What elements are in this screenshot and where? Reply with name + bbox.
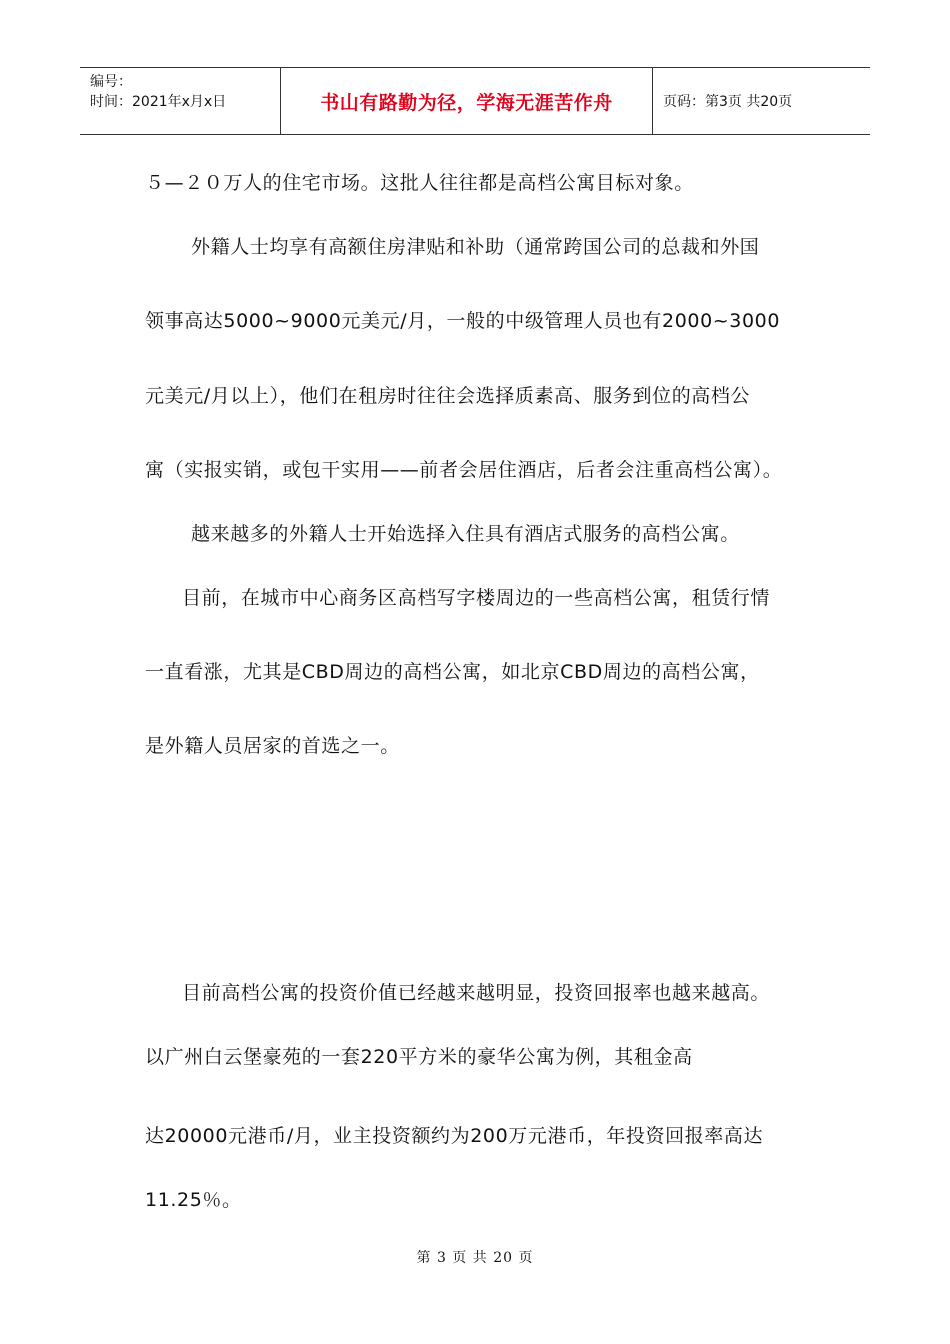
slogan: 书山有路勤为径，学海无涯苦作舟 bbox=[320, 91, 613, 114]
header-table bbox=[80, 67, 870, 135]
code-label: 编号： bbox=[90, 74, 132, 90]
body-line: 目前，在城市中心商务区高档写字楼周边的一些高档公寓，租赁行情 bbox=[182, 587, 771, 609]
body-line: 目前高档公寓的投资价值已经越来越明显，投资回报率也越来越高。 bbox=[182, 982, 771, 1004]
body-line: 领事高达5000~9000元美元/月，一般的中级管理人员也有2000~3000 bbox=[145, 310, 781, 332]
header-meta-cell bbox=[80, 68, 281, 134]
body-line: 一直看涨，尤其是CBD周边的高档公寓，如北京CBD周边的高档公寓， bbox=[145, 661, 760, 683]
body-line: 以广州白云堡豪苑的一套220平方米的豪华公寓为例，其租金高 bbox=[145, 1046, 693, 1068]
body-line: 寓（实报实销，或包干实用——前者会居住酒店，后者会注重高档公寓）。 bbox=[145, 459, 783, 481]
body-line: 外籍人士均享有高额住房津贴和补助（通常跨国公司的总裁和外国 bbox=[191, 236, 760, 258]
body-line: 11.25％。 bbox=[145, 1189, 242, 1211]
body-line: 达20000元港币/月，业主投资额约为200万元港币，年投资回报率高达 bbox=[145, 1125, 764, 1147]
body-line: 越来越多的外籍人士开始选择入住具有酒店式服务的高档公寓。 bbox=[191, 523, 740, 545]
page-footer: 第 3 页 共 20 页 bbox=[416, 1250, 534, 1266]
body-line: 元美元/月以上），他们在租房时往往会选择质素高、服务到位的高档公 bbox=[145, 385, 751, 407]
page-info: 页码：第3页 共20页 bbox=[663, 94, 793, 110]
body-line: ５—２０万人的住宅市场。这批人往往都是高档公寓目标对象。 bbox=[145, 172, 694, 194]
page-info-cell bbox=[653, 68, 870, 134]
body-line: 是外籍人员居家的首选之一。 bbox=[145, 735, 400, 757]
time-label: 时间：2021年x月x日 bbox=[90, 94, 227, 110]
slogan-cell bbox=[281, 68, 653, 134]
